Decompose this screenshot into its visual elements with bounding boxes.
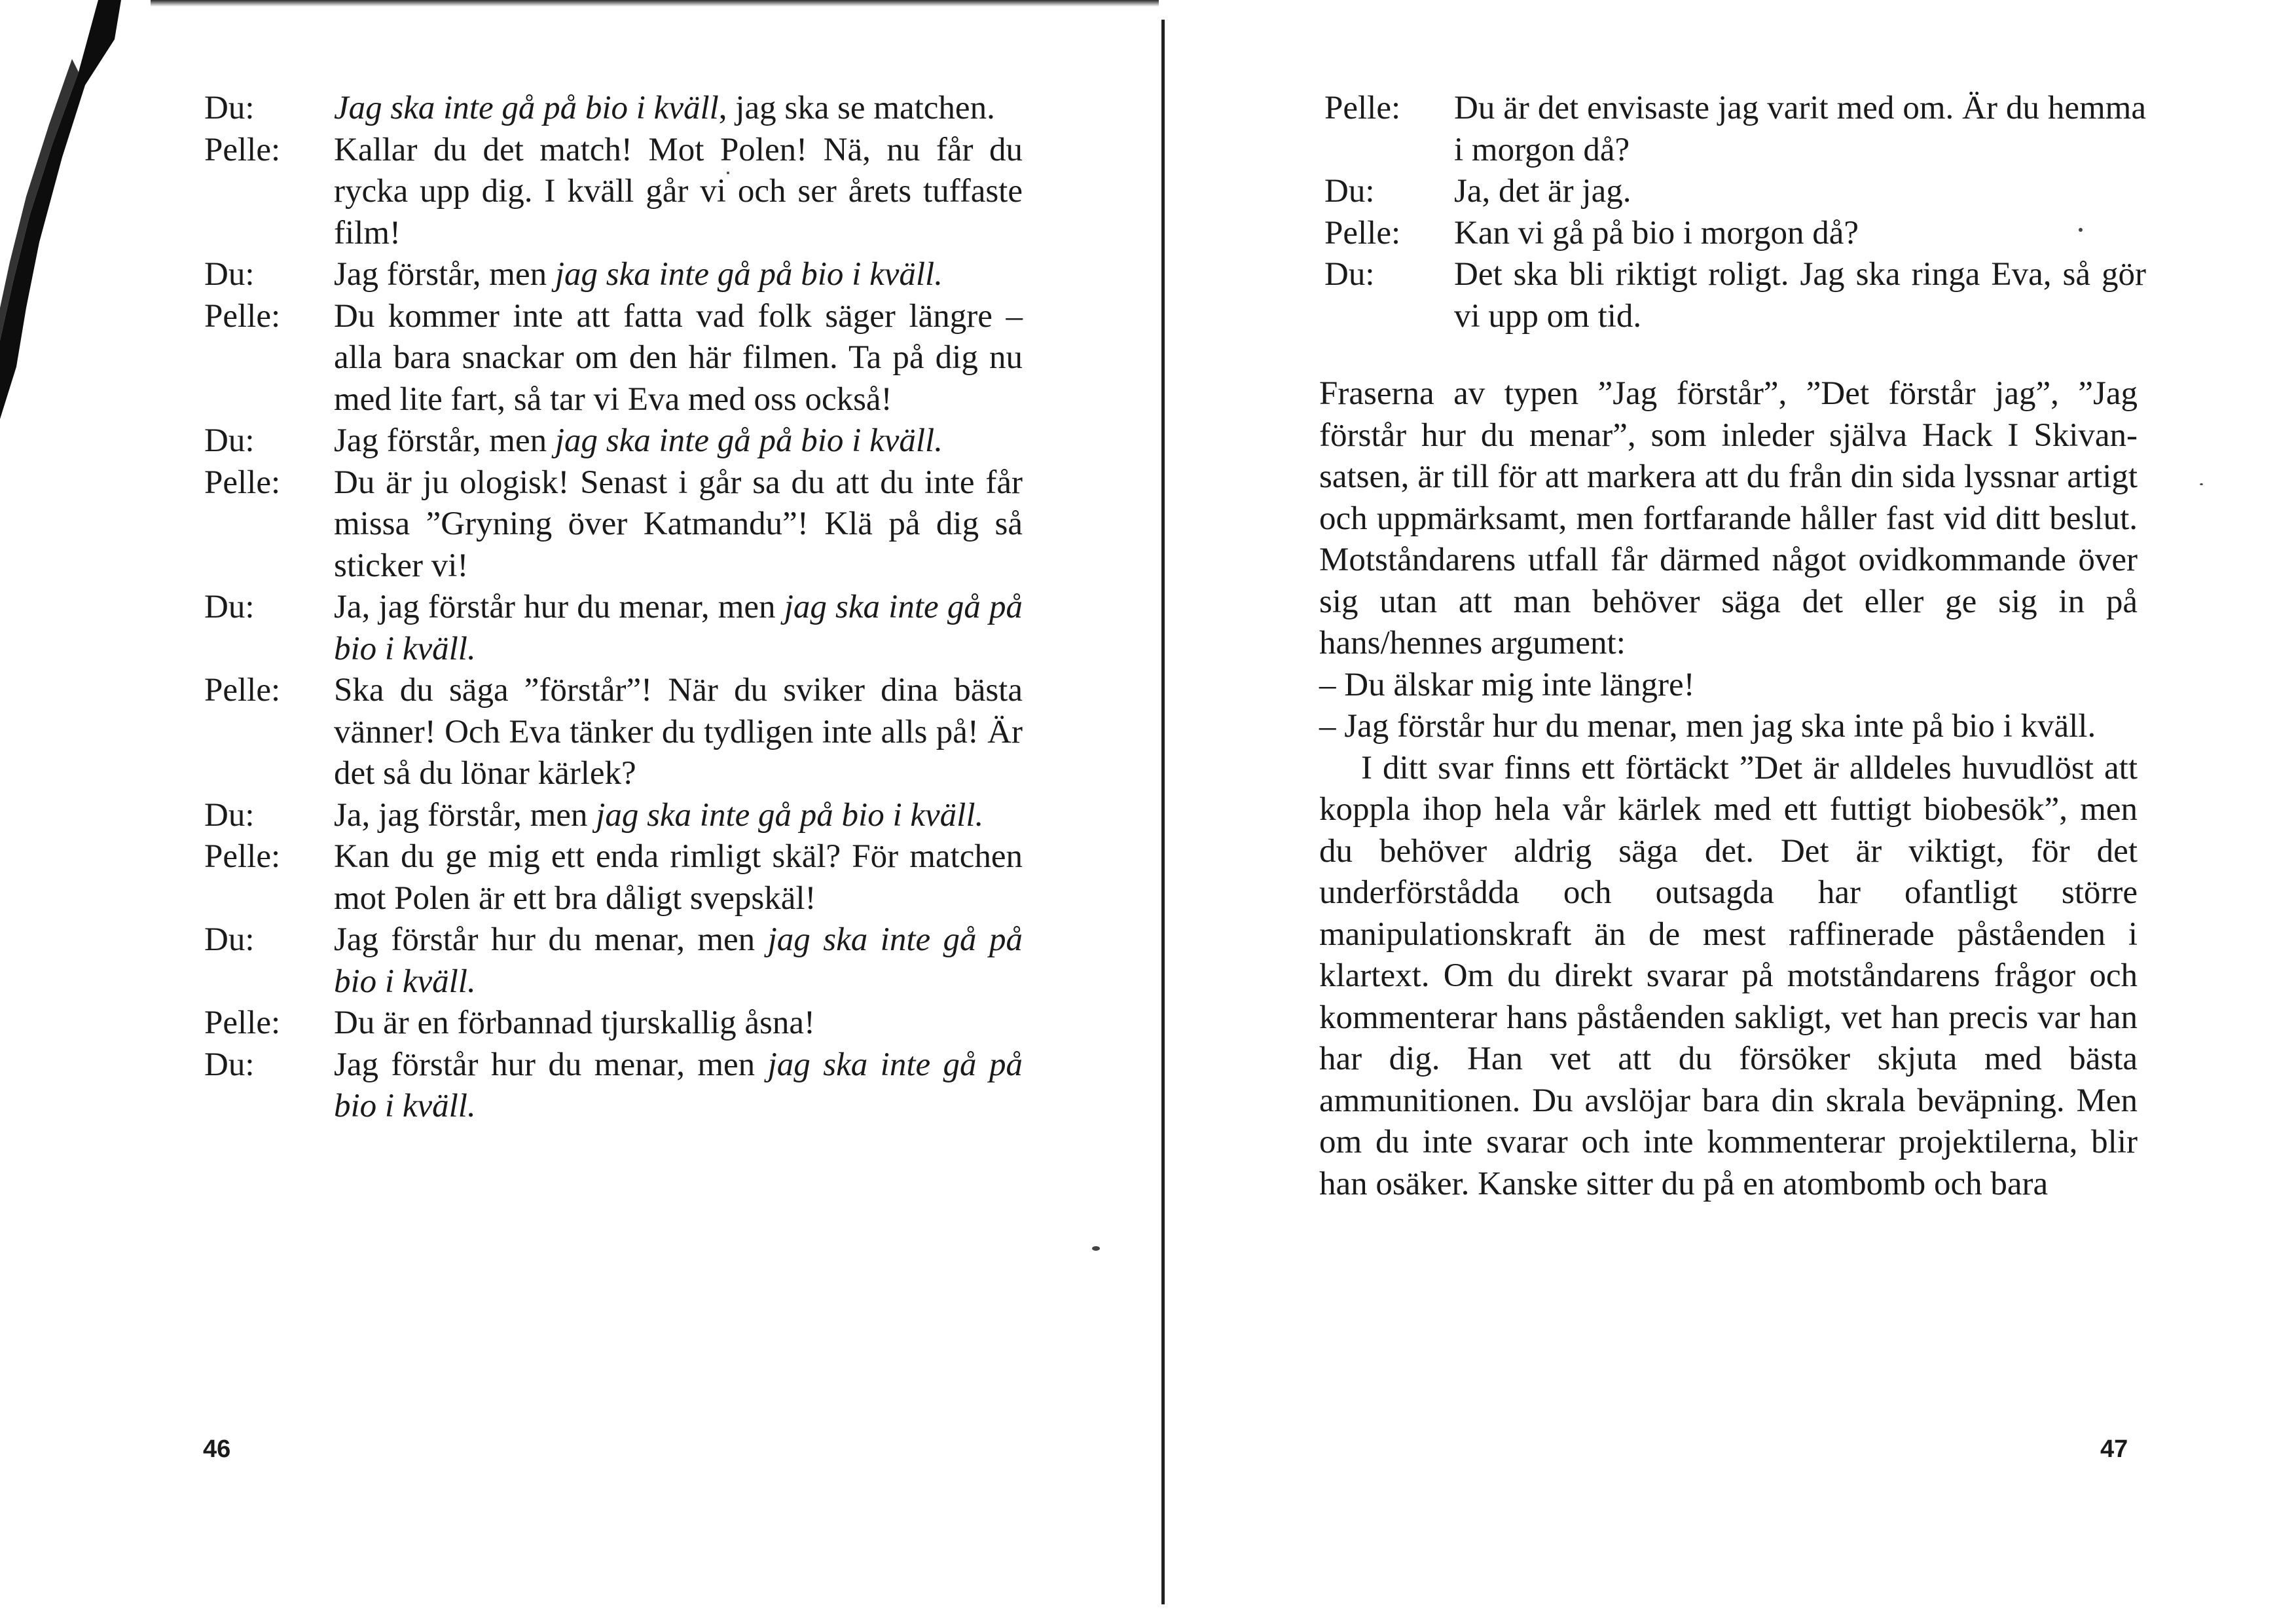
speech-text (334, 420, 1023, 462)
speech-text (334, 1003, 1023, 1044)
speech-text (334, 88, 1023, 130)
scan-speck (1092, 1246, 1100, 1251)
speech-segment: Det ska bli riktigt roligt. Jag ska ringa Eva, så gör vi upp om tid. (1454, 256, 2146, 335)
dialogue-left (204, 88, 1023, 1128)
dialogue-line (204, 836, 1023, 919)
speaker-label: Du: (1324, 173, 1375, 210)
speech-text (1454, 88, 2146, 171)
speech-text (1454, 171, 2146, 213)
scan-speck (2200, 483, 2203, 485)
speech-italic-segment: jag ska inte gå på bio i kväll. (555, 422, 943, 459)
dialogue-line (204, 130, 1023, 255)
speech-text (334, 254, 1023, 296)
speech-text (334, 836, 1023, 919)
dialogue-line (204, 670, 1023, 795)
speaker-label: Pelle: (204, 464, 281, 501)
scan-top-shadow (151, 0, 1159, 7)
speaker-label: Pelle: (1324, 90, 1401, 126)
speaker-label: Pelle: (204, 838, 281, 875)
dialogue-line (204, 795, 1023, 837)
dialogue-line (204, 420, 1023, 462)
speech-italic-segment: jag ska inte gå på bio i kväll. (596, 796, 984, 834)
dialogue-line (1324, 254, 2146, 337)
speech-segment: Kan vi gå på bio i morgon då? (1454, 214, 1859, 251)
speech-italic-segment: jag ska inte gå på bio i kväll. (334, 1046, 1023, 1124)
dialogue-line (1324, 171, 2146, 213)
speech-segment: Jag förstår hur du menar, men (334, 921, 768, 958)
dialogue-line (204, 919, 1023, 1003)
speaker-label: Du: (1324, 256, 1375, 293)
speech-segment: Ska du säga ”förstår”! När du sviker dina bästa vänner! Och Eva tänker du tydligen inte alls på! Är det så du lönar kärlek? (334, 672, 1023, 792)
speech-segment: Ja, det är jag. (1454, 173, 1631, 210)
speech-segment: Du är ju ologisk! Senast i går sa du att du inte får missa ”Gryning över Katmandu”! Klä på dig så sticker vi! (334, 464, 1023, 584)
body-paragraph: Fraserna av typen ”Jag förstår”, ”Det förstår jag”, ”Jag förstår hur du menar”, som inleder själva Hack I Skivan-satsen, är till för att markera att du från din sida lyssnar artigt och uppmärksamt, men fortfarande håller fast vid ditt beslut. Motståndarens utfall får därmed något ovidkommande över sig utan att man behöver säga det eller ge sig in på hans/hennes argument: (1319, 375, 2138, 661)
scan-edge-shadow (0, 0, 170, 458)
dialogue-line (204, 1044, 1023, 1128)
speaker-label: Pelle: (1324, 214, 1401, 251)
speech-italic-segment: jag ska inte gå på bio i kväll. (334, 589, 1023, 667)
speech-text (334, 462, 1023, 587)
speaker-label: Du: (204, 589, 255, 625)
speaker-label: Du: (204, 1046, 255, 1083)
speaker-label: Du: (204, 90, 255, 126)
speech-segment: Ja, jag förstår, men (334, 796, 596, 834)
dialogue-line (1324, 213, 2146, 255)
speaker-label: Pelle: (204, 672, 281, 709)
speech-segment: Jag förstår, men (334, 256, 555, 293)
speaker-label: Du: (204, 796, 255, 834)
speech-italic-segment: jag ska inte gå på bio i kväll. (555, 256, 943, 293)
speaker-label: Pelle: (204, 131, 281, 168)
commentary-text (1319, 373, 2138, 1205)
speech-segment: Du kommer inte att fatta vad folk säger längre – alla bara snackar om den här filmen. Ta på dig nu med lite fart, så tar vi Eva med oss också! (334, 297, 1023, 418)
body-paragraph: – Du älskar mig inte längre! (1319, 666, 1695, 703)
speech-text (1454, 213, 2146, 255)
dialogue-line (204, 296, 1023, 421)
page-number-left: 46 (203, 1435, 231, 1463)
speech-segment: Kallar du det match! Mot Polen! Nä, nu får du rycka upp dig. I kväll går vi och ser årets tuffaste film! (334, 131, 1023, 251)
speaker-label: Du: (204, 256, 255, 293)
speaker-label: Du: (204, 422, 255, 459)
dialogue-right (1324, 88, 2146, 337)
speech-text (334, 670, 1023, 795)
speech-segment: Du är en förbannad tjurskallig åsna! (334, 1005, 815, 1041)
speech-italic-segment: jag ska inte gå på bio i kväll. (334, 921, 1023, 1000)
speech-text (334, 795, 1023, 837)
speaker-label: Pelle: (204, 297, 281, 335)
speech-segment: Du är det envisaste jag varit med om. Är du hemma i morgon då? (1454, 90, 2146, 168)
page-number-right: 47 (2100, 1435, 2128, 1463)
speech-text (334, 587, 1023, 670)
dialogue-line (204, 254, 1023, 296)
speech-text (1454, 254, 2146, 337)
speech-italic-segment: Jag ska inte gå på bio i kväll (334, 90, 719, 126)
page-gutter (1161, 20, 1165, 1604)
speech-text (334, 130, 1023, 255)
speech-text (334, 296, 1023, 421)
body-paragraph: – Jag förstår hur du menar, men jag ska inte på bio i kväll. (1319, 708, 2096, 745)
speech-segment: Ja, jag förstår hur du menar, men (334, 589, 784, 625)
speaker-label: Pelle: (204, 1005, 281, 1041)
speech-text (334, 1044, 1023, 1128)
speech-text (334, 919, 1023, 1003)
speech-segment: Jag förstår, men (334, 422, 555, 459)
dialogue-line (204, 1003, 1023, 1044)
dialogue-line (204, 462, 1023, 587)
dialogue-line (204, 587, 1023, 670)
dialogue-line (1324, 88, 2146, 171)
speech-segment: , jag ska se matchen. (718, 90, 995, 126)
speech-segment: Kan du ge mig ett enda rimligt skäl? För matchen mot Polen är ett bra dåligt svepskäl! (334, 838, 1023, 917)
dialogue-line (204, 88, 1023, 130)
speaker-label: Du: (204, 921, 255, 958)
speech-segment: Jag förstår hur du menar, men (334, 1046, 768, 1083)
body-paragraph: I ditt svar finns ett förtäckt ”Det är alldeles huvudlöst att koppla ihop hela vår kärlek med ett futtigt biobesök”, men du behöver aldrig säga det. Det är viktigt, för det underförstådda och outsagda har ofantligt större manipulationskraft än de mest raffinerade påståenden i klartext. Om du direkt svarar på motståndarens frågor och kommenterar hans påståenden sakligt, vet han precis var han har dig. Han vet att du försöker skjuta med bästa ammunitionen. Du avslöjar bara din skrala beväpning. Men om du inte svarar och inte kommenterar projektilerna, blir han osäker. Kanske sitter du på en atombomb och bara (1319, 749, 2138, 1202)
